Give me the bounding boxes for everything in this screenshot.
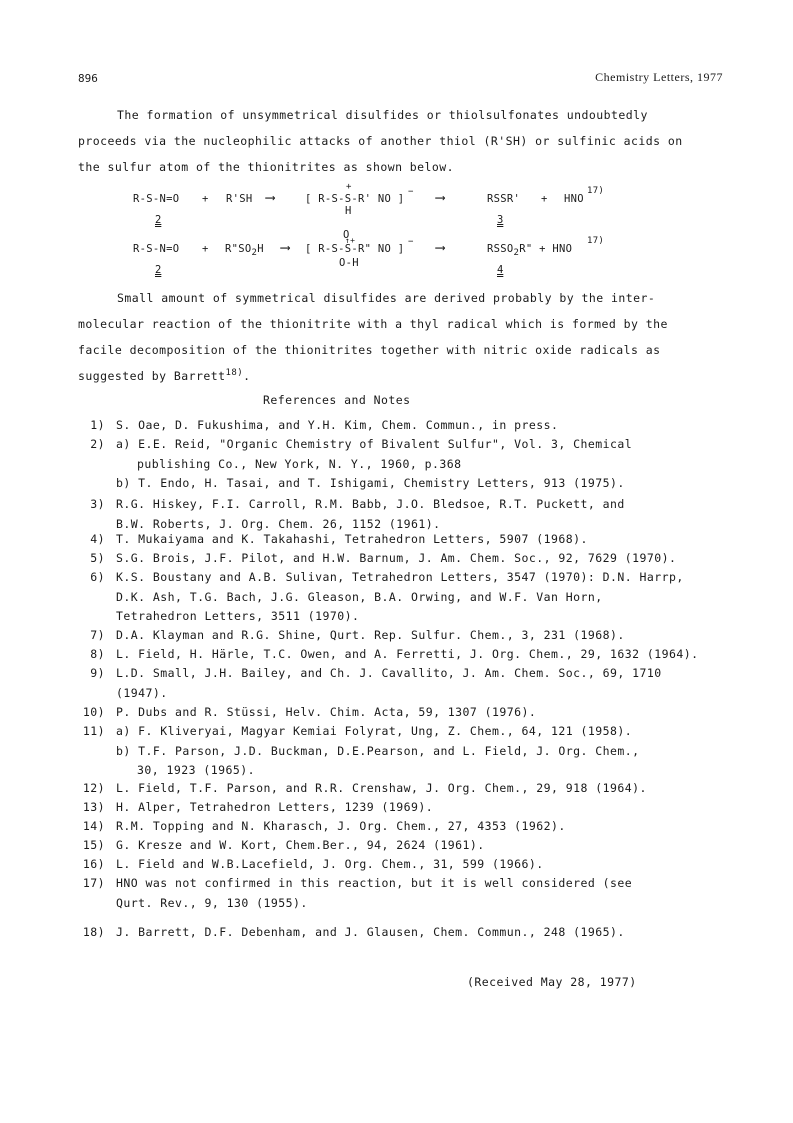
reference-line: R.M. Topping and N. Kharasch, J. Org. Chem., 27, 4353 (1962). [116,819,566,833]
reference-line: 30, 1923 (1965). [137,763,255,777]
r1-plus: + [202,193,209,205]
reference-line: a) F. Kliveryai, Magyar Kemiai Folyrat, Ung, Z. Chem., 64, 121 (1958). [116,724,633,738]
r2-ref: 17) [587,236,605,246]
r2-product: RSSO2R" + HNO [487,243,573,258]
r2-intermediate: [ R-S-S-R" NO ] [305,243,405,255]
reference-number: 16) [82,857,105,871]
r2-compound-label-4: 4 [497,264,504,276]
reference-number: 10) [82,705,105,719]
reference-number: 17) [82,876,105,890]
r1-arrow-2: ⟶ [436,190,445,206]
reference-line: D.K. Ash, T.G. Bach, J.G. Gleason, B.A. Orwing, and W.F. Van Horn, [116,589,603,604]
reference-line: b) T.F. Parson, J.D. Buckman, D.E.Pearson, and L. Field, J. Org. Chem., [116,743,640,758]
references-title: References and Notes [263,393,411,407]
r1-compound-label-3: 3 [497,214,504,226]
reference-line: HNO was not confirmed in this reaction, but it is well considered (see [116,876,633,890]
reference-line: P. Dubs and R. Stüssi, Helv. Chim. Acta, 59, 1307 (1976). [116,705,537,719]
r1-compound-label-2: 2 [155,214,162,226]
reference-line: R.G. Hiskey, F.I. Carroll, R.M. Babb, J.O. Bledsoe, R.T. Puckett, and [116,497,625,511]
r1-product: RSSR' [487,193,521,205]
r2-reactant: R-S-N=O [133,243,180,255]
r1-ref: 17) [587,186,605,196]
reference-number: 2) [90,437,105,451]
reference-number: 12) [82,781,105,795]
r2-intermediate-oh: O-H [339,257,359,269]
reference-line: B.W. Roberts, J. Org. Chem. 26, 1152 (1961). [116,516,441,531]
r1-byproduct: HNO [564,193,584,205]
r1-no-charge: − [408,187,414,197]
reference-line: (1947). [116,685,168,700]
reference-line: L.D. Small, J.H. Bailey, and Ch. J. Cavallito, J. Am. Chem. Soc., 69, 1710 [116,666,662,680]
reference-number: 3) [90,497,105,511]
reference-line: L. Field, T.F. Parson, and R.R. Crenshaw, J. Org. Chem., 29, 918 (1964). [116,781,647,795]
reference-number: 8) [90,647,105,661]
reference-line: Qurt. Rev., 9, 130 (1955). [116,895,308,910]
r1-intermediate: [ R-S-S-R' NO ] [305,193,405,205]
reference-number: 13) [82,800,105,814]
intro-line-3: the sulfur atom of the thionitrites as shown below. [78,160,455,174]
reference-line: Tetrahedron Letters, 3511 (1970). [116,609,360,623]
r1-intermediate-charge: + [346,182,352,192]
reference-number: 5) [90,551,105,565]
r1-reactant: R-S-N=O [133,193,180,205]
reference-line: K.S. Boustany and A.B. Sulivan, Tetrahedron Letters, 3547 (1970): D.N. Harrp, [116,570,684,584]
reference-number: 18) [82,925,105,939]
r1-intermediate-h: H [345,205,352,217]
reference-number: 1) [90,418,105,432]
reference-line: J. Barrett, D.F. Debenham, and J. Glausen, Chem. Commun., 248 (1965). [116,925,625,939]
r2-no-charge: − [408,237,414,247]
journal-header: Chemistry Letters, 1977 [595,70,723,84]
r2-arrow-2: ⟶ [436,240,445,256]
r1-arrow-1: ⟶ [266,190,275,206]
reference-number: 14) [82,819,105,833]
reference-number: 6) [90,570,105,584]
para2-line-3: facile decomposition of the thionitrites together with nitric oxide radicals as [78,343,661,357]
page-number: 896 [78,72,98,85]
r2-compound-label-2: 2 [155,264,162,276]
r1-reagent: R'SH [226,193,253,205]
reference-line: L. Field, H. Härle, T.C. Owen, and A. Ferretti, J. Org. Chem., 29, 1632 (1964). [116,647,699,661]
reference-line: T. Mukaiyama and K. Takahashi, Tetrahedron Letters, 5907 (1968). [116,532,588,546]
reference-line: L. Field and W.B.Lacefield, J. Org. Chem., 31, 599 (1966). [116,857,544,871]
reference-line: D.A. Klayman and R.G. Shine, Qurt. Rep. Sulfur. Chem., 3, 231 (1968). [116,628,625,642]
reference-line: publishing Co., New York, N. Y., 1960, p.368 [137,456,462,471]
para2-line-2: molecular reaction of the thionitrite with a thyl radical which is formed by the [78,317,668,331]
reference-line: H. Alper, Tetrahedron Letters, 1239 (1969). [116,800,434,814]
reference-line: S.G. Brois, J.F. Pilot, and H.W. Barnum, J. Am. Chem. Soc., 92, 7629 (1970). [116,551,677,565]
r2-intermediate-o: O [343,229,350,241]
reference-line: G. Kresze and W. Kort, Chem.Ber., 94, 2624 (1961). [116,838,485,852]
received-date: (Received May 28, 1977) [467,975,637,989]
reference-number: 7) [90,628,105,642]
reference-number: 11) [82,724,105,738]
reference-number: 4) [90,532,105,546]
intro-line-2: proceeds via the nucleophilic attacks of another thiol (R'SH) or sulfinic acids on [78,134,683,148]
intro-line-1: The formation of unsymmetrical disulfides or thiolsulfonates undoubtedly [117,108,648,122]
r2-intermediate-charge: ↑+ [345,236,356,245]
r2-plus: + [202,243,209,255]
para2-line-4: suggested by Barrett$^{18)}$. [78,368,251,383]
r2-arrow-1: ⟶ [281,240,290,256]
reference-line: b) T. Endo, H. Tasai, and T. Ishigami, Chemistry Letters, 913 (1975). [116,476,625,490]
r1-plus-2: + [541,193,548,205]
reference-line: S. Oae, D. Fukushima, and Y.H. Kim, Chem. Commun., in press. [116,418,559,432]
para2-line-1: Small amount of symmetrical disulfides are derived probably by the inter- [117,291,656,305]
reference-number: 9) [90,666,105,680]
r2-reagent: R"SO2H [225,243,264,258]
reference-number: 15) [82,838,105,852]
reference-line: a) E.E. Reid, "Organic Chemistry of Bivalent Sulfur", Vol. 3, Chemical [116,437,633,451]
